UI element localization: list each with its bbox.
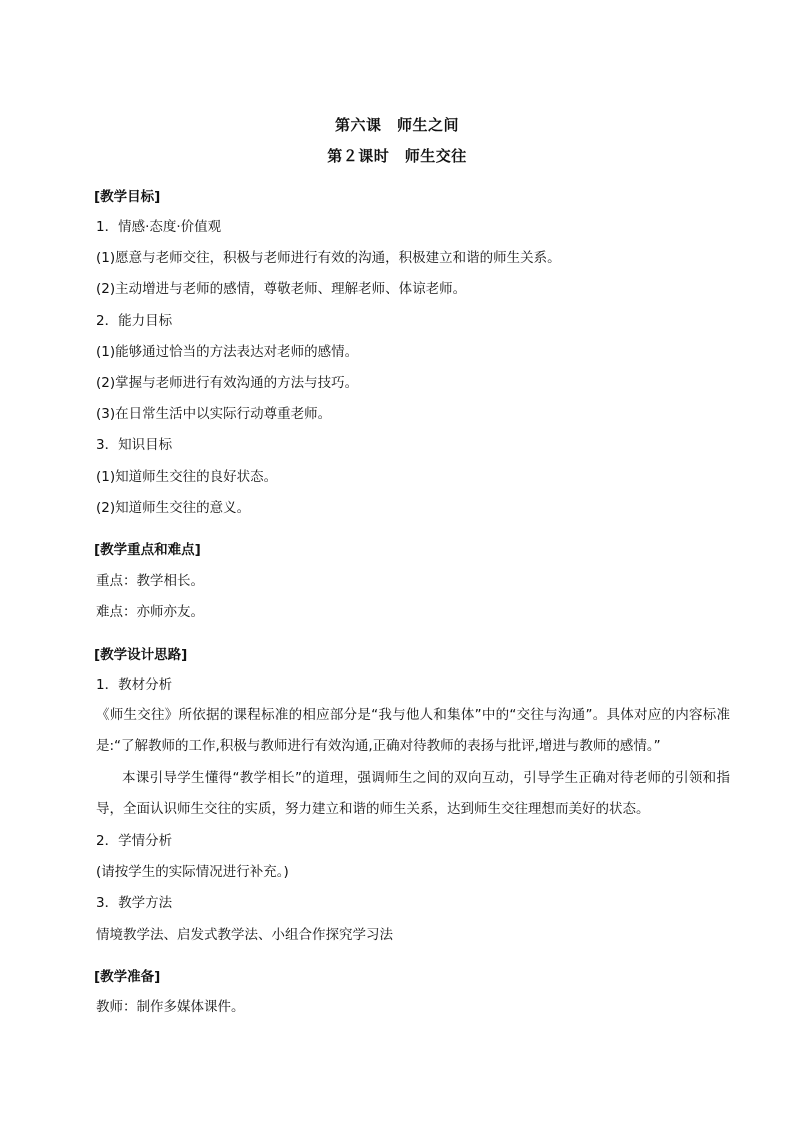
emotion-title: 1．情感·态度·价值观 — [96, 219, 222, 235]
ability-item-3: (3)在日常生活中以实际行动尊重老师。 — [96, 406, 332, 422]
difficult-point: 难点：亦师亦友。 — [96, 604, 204, 620]
knowledge-item-1: (1)知道师生交往的良好状态。 — [96, 469, 278, 485]
emotion-item-1: (1)愿意与老师交往，积极与老师进行有效的沟通，积极建立和谐的师生关系。 — [96, 250, 561, 266]
preparation-heading: [教学准备] — [94, 969, 161, 985]
method-title: 3．教学方法 — [96, 895, 173, 911]
ability-title: 2．能力目标 — [96, 313, 173, 329]
teacher-preparation: 教师：制作多媒体课件。 — [96, 999, 245, 1015]
lesson-subtitle: 第２课时 师生交往 — [327, 147, 467, 165]
lesson-title: 第六课 师生之间 — [334, 116, 459, 134]
learner-title: 2．学情分析 — [96, 833, 173, 849]
key-point: 重点：教学相长。 — [96, 573, 204, 589]
ability-item-1: (1)能够通过恰当的方法表达对老师的感情。 — [96, 344, 359, 360]
objectives-heading: [教学目标] — [94, 189, 161, 205]
material-title: 1．教材分析 — [96, 677, 173, 693]
knowledge-item-2: (2)知道师生交往的意义。 — [96, 500, 251, 516]
key-points-heading: [教学重点和难点] — [94, 542, 201, 558]
ability-item-2: (2)掌握与老师进行有效沟通的方法与技巧。 — [96, 375, 359, 391]
learner-text: (请按学生的实际情况进行补充。) — [96, 864, 289, 880]
emotion-item-2: (2)主动增进与老师的感情，尊敬老师、理解老师、体谅老师。 — [96, 281, 467, 297]
material-paragraph-2: 本课引导学生懂得“教学相长”的道理，强调师生之间的双向互动，引导学生正确对待老师的引领和指导，全面认识师生交往的实质，努力建立和谐的师生关系，达到师生交往理想而美好的状态。 — [96, 770, 730, 817]
method-text: 情境教学法、启发式教学法、小组合作探究学习法 — [96, 927, 393, 943]
knowledge-title: 3．知识目标 — [96, 437, 173, 453]
material-paragraph-1: 《师生交往》所依据的课程标准的相应部分是“我与他人和集体”中的“交往与沟通”。具体对应的内容标准是:“了解教师的工作,积极与教师进行有效沟通,正确对待教师的表扬与批评,增进与教师的感情。” — [96, 707, 730, 754]
design-heading: [教学设计思路] — [94, 647, 188, 663]
